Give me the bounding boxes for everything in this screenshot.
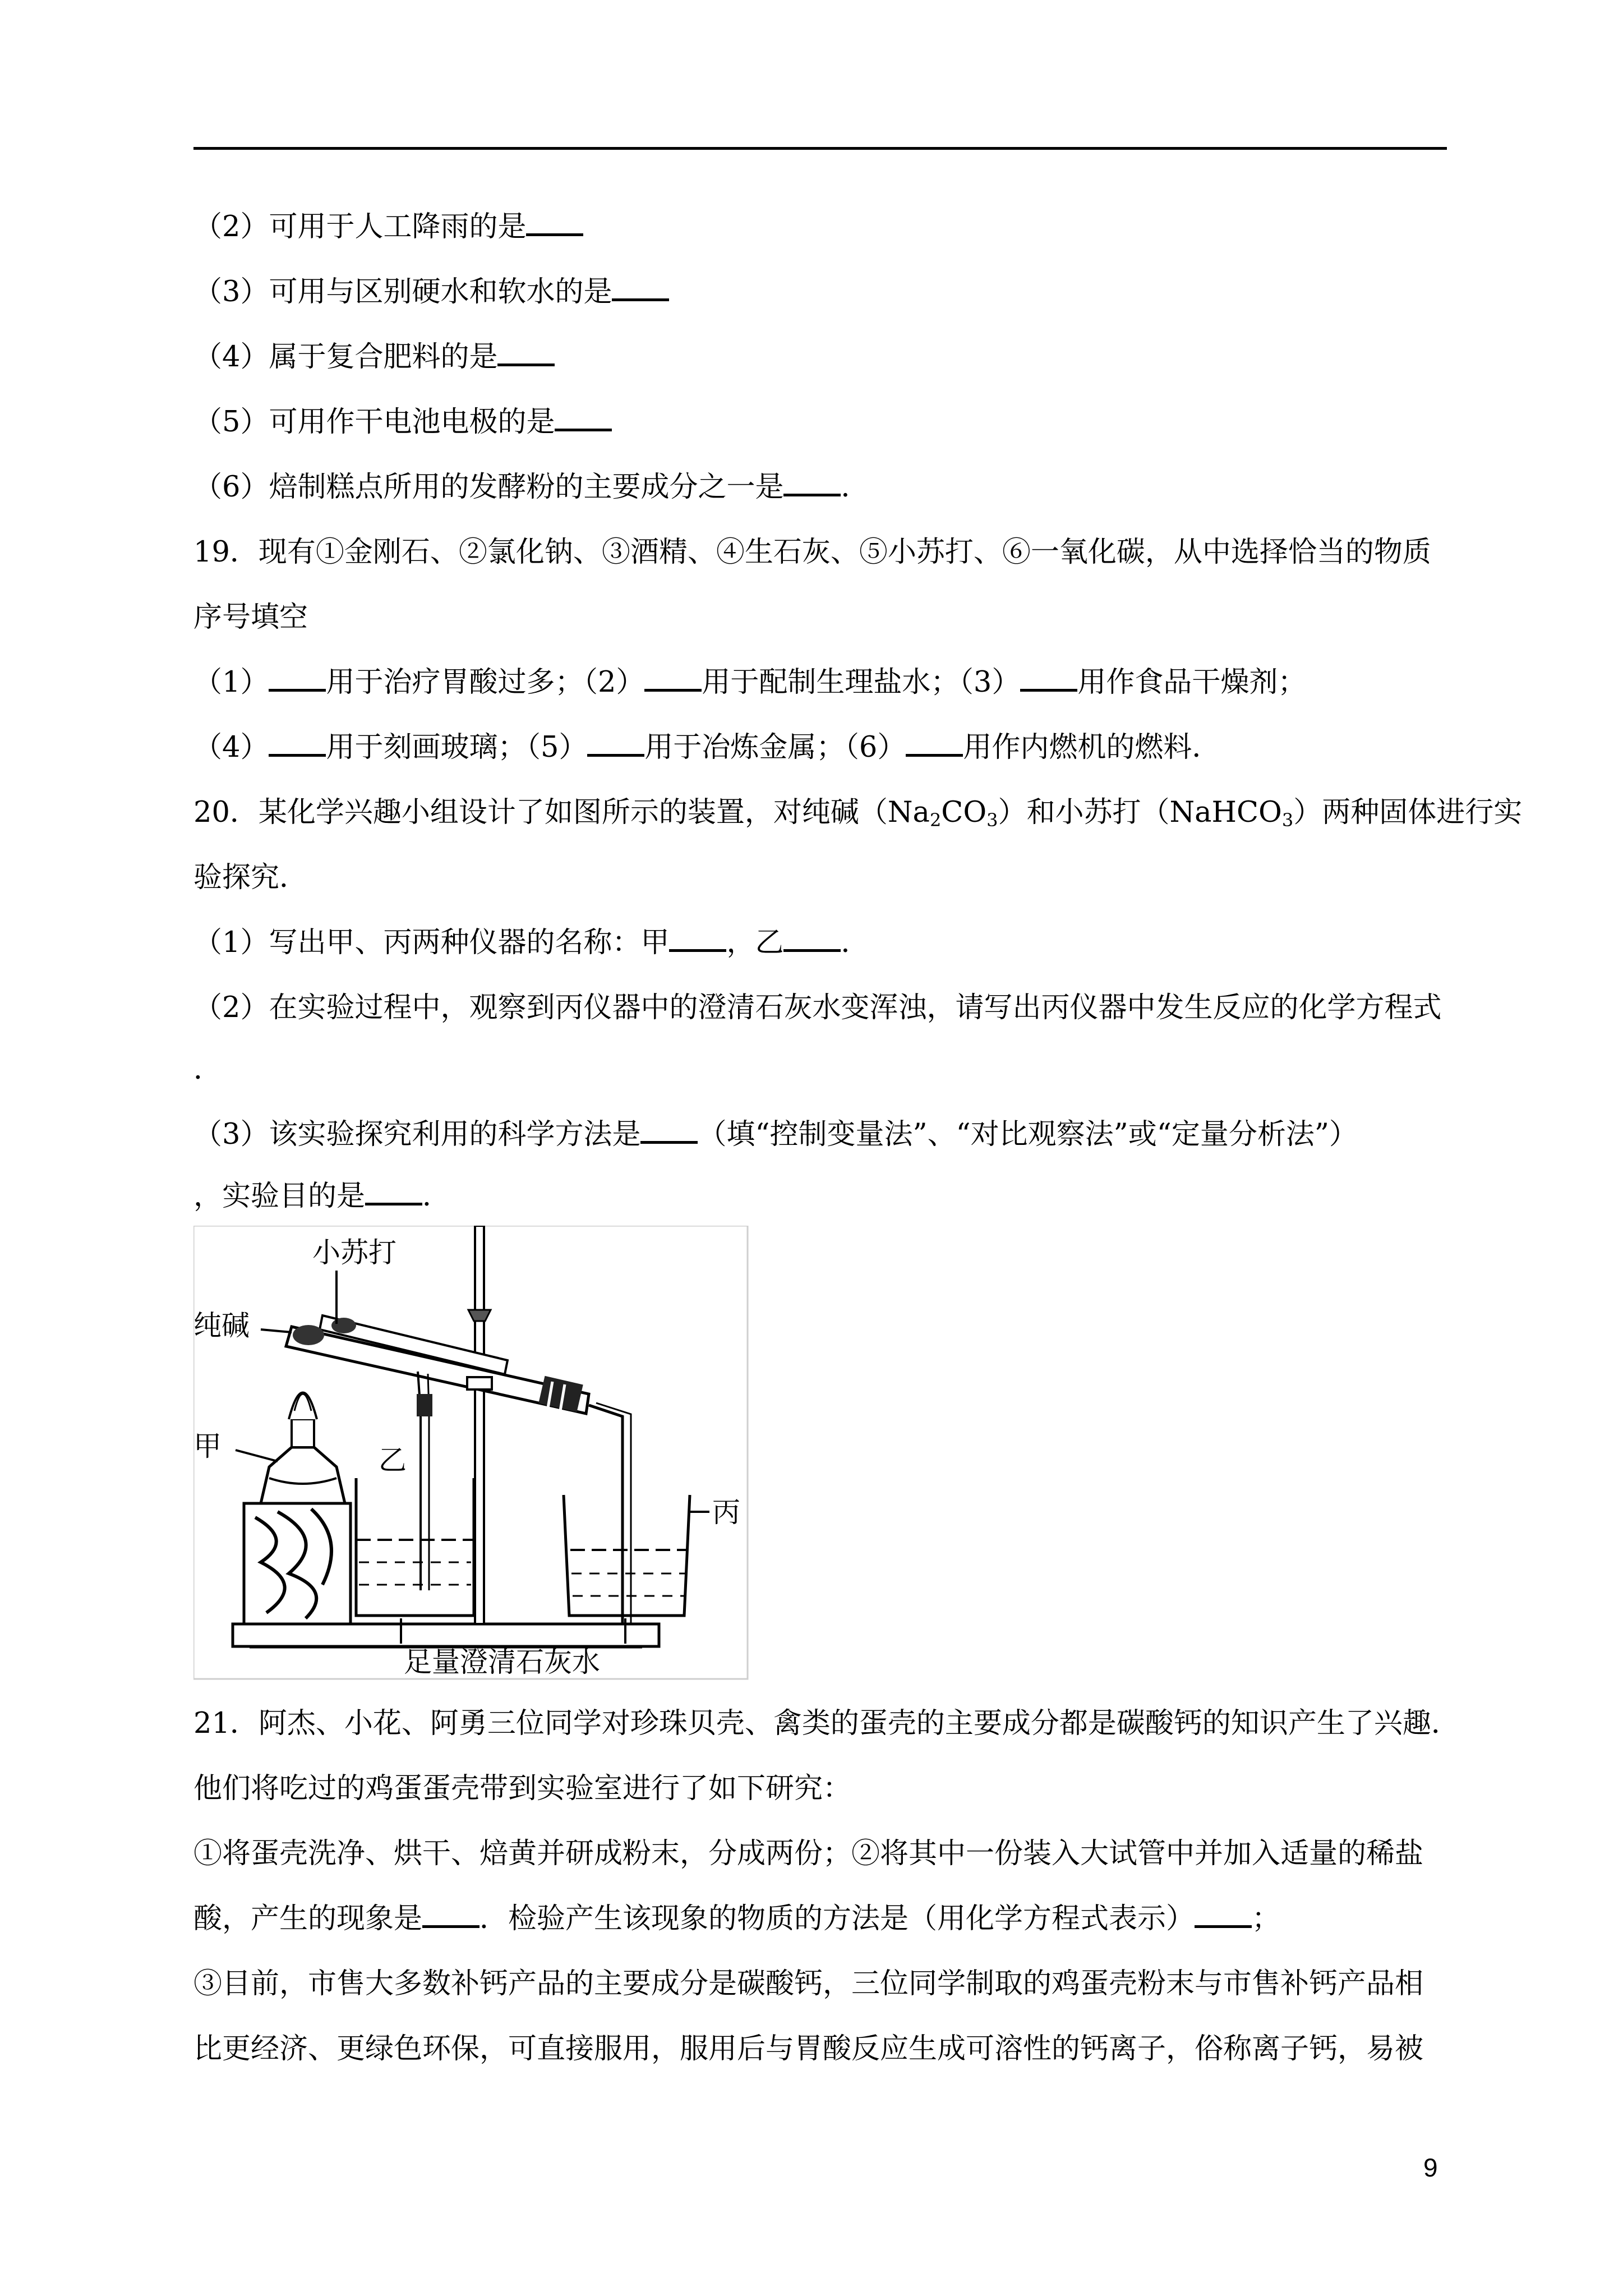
header-rule	[193, 147, 1447, 150]
q18-item-2: （2）可用于人工降雨的是	[193, 209, 583, 246]
q21-line1: 21．阿杰、小花、阿勇三位同学对珍珠贝壳、禽类的蛋壳的主要成分都是碳酸钙的知识产生了兴趣．	[193, 1707, 1460, 1740]
q21-line6: 比更经济、更绿色环保，可直接服用，服用后与胃酸反应生成可溶性的钙离子，俗称离子钙，易被	[193, 2032, 1424, 2065]
q19-row2: （4） 用于刻画玻璃；（5） 用于冶炼金属；（6） 用作内燃机的燃料．	[193, 731, 1221, 764]
answer-blank[interactable]	[422, 1903, 479, 1928]
q18-item-6: （6）焙制糕点所用的发酵粉的主要成分之一是 ．	[193, 471, 870, 504]
answer-blank[interactable]	[526, 211, 583, 236]
q21-line2: 他们将吃过的鸡蛋蛋壳带到实验室进行了如下研究：	[193, 1772, 852, 1805]
q20-part3: （3）该实验探究利用的科学方法是 （填“控制变量法”、“对比观察法”或“定量分析法”）	[193, 1118, 1358, 1151]
answer-blank[interactable]	[269, 666, 326, 692]
q20-part3-cont: ，实验目的是 ．	[193, 1180, 451, 1213]
answer-blank[interactable]	[365, 1180, 422, 1205]
label-xiaosuda: 小苏打	[312, 1236, 396, 1269]
q20-stem-line2: 验探究．	[193, 861, 308, 894]
apparatus-figure	[193, 1226, 749, 1680]
label-jia: 甲	[193, 1430, 222, 1462]
answer-blank[interactable]	[669, 927, 726, 952]
q18-item-5: （5）可用作干电池电极的是	[193, 404, 612, 441]
answer-blank[interactable]	[497, 341, 555, 366]
q20-part1: （1）写出甲、丙两种仪器的名称：甲 ，乙 ．	[193, 926, 870, 959]
label-yi: 乙	[379, 1444, 407, 1476]
q21-line4: 酸，产生的现象是 ．检验产生该现象的物质的方法是（用化学方程式表示） ；	[193, 1902, 1281, 1935]
q21-line3: ①将蛋壳洗净、烘干、焙黄并研成粉末，分成两份；②将其中一份装入大试管中并加入适量的稀盐	[193, 1837, 1424, 1870]
answer-blank[interactable]	[587, 731, 644, 757]
label-chunjian: 纯碱	[193, 1309, 250, 1342]
answer-blank[interactable]	[269, 731, 326, 757]
q18-item-3: （3）可用与区别硬水和软水的是	[193, 274, 669, 311]
answer-blank[interactable]	[644, 666, 702, 692]
answer-blank[interactable]	[906, 731, 963, 757]
answer-blank[interactable]	[1195, 1903, 1252, 1928]
page-number: 9	[1423, 2153, 1438, 2182]
answer-blank[interactable]	[640, 1119, 698, 1144]
q20-part2-end: ．	[193, 1053, 223, 1086]
answer-blank[interactable]	[612, 276, 669, 301]
label-water: 足量澄清石灰水	[404, 1646, 600, 1678]
q19-row1: （1） 用于治疗胃酸过多；（2） 用于配制生理盐水；（3） 用作食品干燥剂；	[193, 666, 1307, 699]
answer-blank[interactable]	[555, 406, 612, 431]
answer-blank[interactable]	[1020, 666, 1077, 692]
q18-item-4: （4）属于复合肥料的是	[193, 339, 555, 376]
q21-line5: ③目前，市售大多数补钙产品的主要成分是碳酸钙，三位同学制取的鸡蛋壳粉末与市售补钙产品相	[193, 1967, 1424, 2000]
q19-stem-line2: 序号填空	[193, 601, 308, 634]
q19-stem-line1: 19．现有①金刚石、②氯化钠、③酒精、④生石灰、⑤小苏打、⑥一氧化碳，从中选择恰当的物质	[193, 536, 1431, 569]
answer-blank[interactable]	[783, 927, 841, 952]
q20-stem-line1: 20．某化学兴趣小组设计了如图所示的装置，对纯碱$(Na_2CO_3)$和小苏打（NaHCO$_3$）两种固体进行实	[193, 796, 1523, 831]
answer-blank[interactable]	[783, 471, 841, 496]
q20-part2: （2）在实验过程中，观察到丙仪器中的澄清石灰水变浑浊，请写出丙仪器中发生反应的化学方程式	[193, 991, 1442, 1024]
label-bing: 丙	[712, 1496, 740, 1529]
